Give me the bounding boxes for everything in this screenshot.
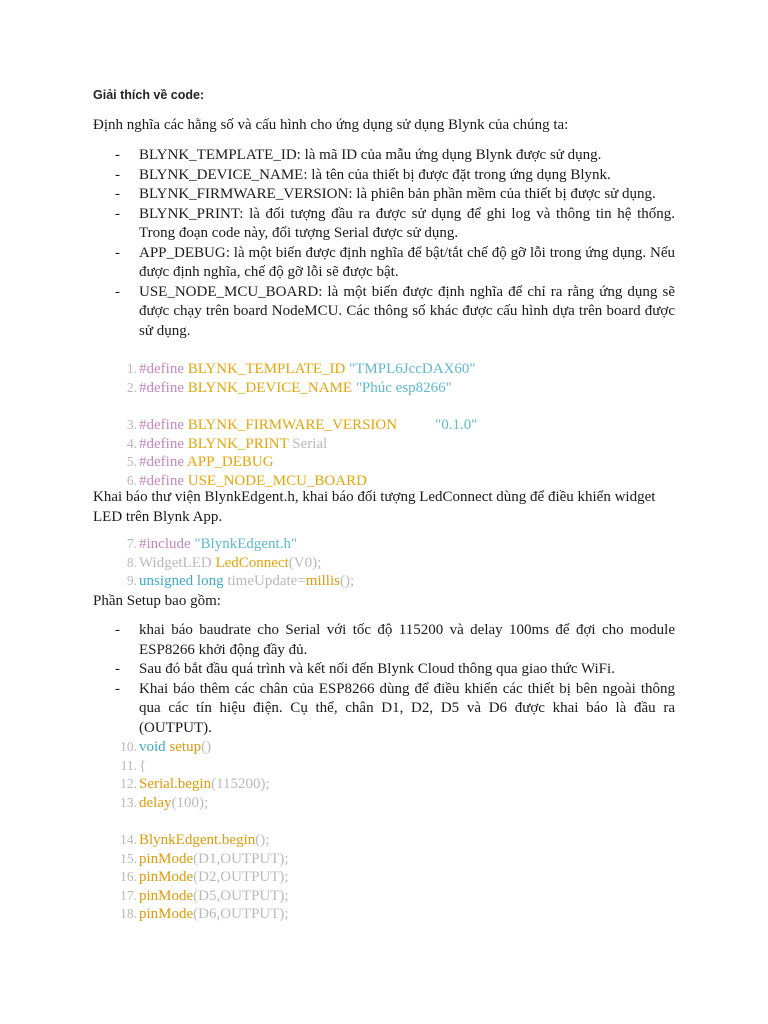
code-args: (); <box>255 832 270 848</box>
line-number: 10. <box>120 739 137 754</box>
code-function: setup <box>165 739 202 755</box>
line-number: 8. <box>126 554 137 570</box>
define-description: : là một biến được định nghĩa để bật/tắt chế độ gỡ lỗi trong ứng dụng. Nếu được định nghĩa, chế độ gỡ lỗi sẽ được bật. <box>139 244 675 280</box>
list-item <box>93 205 675 244</box>
code-line <box>93 794 693 813</box>
code-function: delay <box>139 794 172 811</box>
code-line <box>93 850 693 869</box>
code-keyword: #define <box>139 454 184 470</box>
code-function: pinMode <box>139 906 194 922</box>
code-keyword: #include <box>139 536 191 552</box>
code-identifier: timeUpdate= <box>223 573 306 589</box>
list-dash: - <box>115 244 120 261</box>
line-number: 6. <box>126 472 137 488</box>
code-function: pinMode <box>139 869 194 885</box>
list-dash: - <box>115 661 120 677</box>
line-number: 16. <box>120 869 137 884</box>
code-args: (V0); <box>288 554 322 571</box>
list-item <box>93 283 675 342</box>
define-key: APP_DEBUG <box>139 244 226 261</box>
code-object: Serial. <box>139 776 178 792</box>
code-function: begin <box>221 832 256 848</box>
line-number: 3. <box>126 417 137 432</box>
code-line <box>93 360 693 379</box>
code-function: millis <box>305 573 340 589</box>
intro-paragraph: Định nghĩa các hằng số và cấu hình cho ứng dụng sử dụng Blynk của chúng ta: <box>93 117 569 133</box>
code-identifier: LedConnect <box>215 554 289 571</box>
line-number: 15. <box>120 850 137 866</box>
code-keyword: #define <box>139 417 184 433</box>
line-number: 14. <box>120 832 137 847</box>
code-block-defines <box>93 360 693 490</box>
list-dash: - <box>115 186 120 202</box>
code-line <box>93 757 693 776</box>
define-key: BLYNK_FIRMWARE_VERSION <box>139 186 349 202</box>
code-args: (D6,OUTPUT); <box>193 906 289 922</box>
list-item <box>93 166 675 186</box>
define-key: BLYNK_DEVICE_NAME <box>139 166 304 183</box>
list-dash: - <box>115 283 120 300</box>
define-description: : là tên của thiết bị được đặt trong ứng dụng Blynk. <box>303 166 611 183</box>
define-key: BLYNK_TEMPLATE_ID <box>139 147 297 163</box>
list-item-text: khai báo baudrate cho Serial với tốc độ 115200 và delay 100ms để đợi cho module ESP8266 khởi động đầy đủ. <box>139 622 675 658</box>
code-line <box>93 554 693 573</box>
code-line <box>93 379 693 398</box>
list-item-text: Khai báo thêm các chân của ESP8266 dùng để điều khiển các thiết bị bên ngoài thông qua các tín hiệu điện. Cụ thể, chân D1, D2, D5 và D6 được khai báo là đầu ra (OUTPUT). <box>139 680 675 736</box>
define-description: : là phiên bản phần mềm của thiết bị được sử dụng. <box>348 186 656 202</box>
code-block-setup <box>93 738 693 924</box>
code-args: (D5,OUTPUT); <box>193 887 289 904</box>
code-line <box>93 535 693 554</box>
code-object: BlynkEdgent. <box>139 832 222 848</box>
code-keyword: #define <box>139 472 184 489</box>
line-number: 4. <box>126 435 137 451</box>
code-line <box>93 435 693 454</box>
code-identifier: BLYNK_PRINT <box>183 435 293 452</box>
define-key: USE_NODE_MCU_BOARD <box>139 283 319 300</box>
list-item <box>93 621 675 660</box>
code-line <box>93 572 693 591</box>
code-args: (D1,OUTPUT); <box>193 850 289 867</box>
list-dash: - <box>115 622 120 638</box>
line-number: 9. <box>126 573 137 588</box>
line-number: 12. <box>120 776 137 791</box>
define-description: : là mã ID của mẫu ứng dụng Blynk được sử dụng. <box>296 147 602 163</box>
list-item-text: Sau đó bắt đầu quá trình và kết nối đến Blynk Cloud thông qua giao thức WiFi. <box>139 661 615 677</box>
code-line <box>93 775 693 794</box>
list-dash: - <box>115 680 120 697</box>
code-args: (); <box>339 573 355 589</box>
code-function: pinMode <box>139 887 194 904</box>
list-item <box>93 185 675 205</box>
line-number: 1. <box>126 361 137 376</box>
code-args: (115200); <box>211 776 270 792</box>
line-number: 7. <box>126 536 137 551</box>
list-dash: - <box>115 205 120 222</box>
code-string: "TMPL6JccDAX60" <box>349 361 476 377</box>
code-line <box>93 831 693 850</box>
line-number: 18. <box>120 906 137 921</box>
section-heading: Giải thích về code: <box>93 88 205 102</box>
code-keyword: #define <box>139 435 184 452</box>
define-key: BLYNK_PRINT <box>139 205 240 222</box>
code-args: () <box>201 739 212 755</box>
list-item <box>93 660 675 680</box>
line-number: 13. <box>120 794 137 810</box>
setup-heading: Phần Setup bao gồm: <box>93 593 221 609</box>
code-type: WidgetLED <box>139 554 216 571</box>
code-line <box>93 416 693 435</box>
list-dash: - <box>115 147 120 163</box>
code-value: Serial <box>292 435 328 452</box>
list-dash: - <box>115 166 120 183</box>
list-item <box>93 146 675 166</box>
line-number: 11. <box>120 757 137 773</box>
line-number: 2. <box>126 379 137 395</box>
line-number: 5. <box>126 454 137 469</box>
code-string: "Phúc esp8266" <box>355 379 452 396</box>
code-keyword: unsigned long <box>139 573 224 589</box>
code-line <box>93 453 693 472</box>
list-item <box>93 244 675 283</box>
defines-explanation-list <box>93 146 675 341</box>
code-line <box>93 738 693 757</box>
code-line <box>93 887 693 906</box>
code-string: "0.1.0" <box>435 417 478 433</box>
code-identifier: BLYNK_FIRMWARE_VERSION <box>183 417 398 433</box>
code-identifier: USE_NODE_MCU_BOARD <box>183 472 367 489</box>
code-identifier: APP_DEBUG <box>183 454 274 470</box>
list-item <box>93 680 675 739</box>
code-block-includes <box>93 535 693 591</box>
line-number: 17. <box>120 887 137 903</box>
code-keyword: #define <box>139 379 184 396</box>
code-function: begin <box>177 776 212 792</box>
code-args: (100); <box>171 794 209 811</box>
define-description: : là đối tượng đầu ra được sử dụng để ghi log và thông tin hệ thống. Trong đoạn code này, đối tượng Serial được sử dụng. <box>139 205 675 241</box>
setup-explanation-list <box>93 621 675 738</box>
code-blank-line <box>93 397 693 416</box>
code-identifier: BLYNK_DEVICE_NAME <box>183 379 356 396</box>
library-paragraph: Khai báo thư viện BlynkEdgent.h, khai báo đối tượng LedConnect dùng để điều khiển widget LED trên Blynk App. <box>93 489 656 525</box>
code-keyword: #define <box>139 361 184 377</box>
code-line <box>93 868 693 887</box>
code-args: (D2,OUTPUT); <box>193 869 289 885</box>
code-line <box>93 905 693 924</box>
code-blank-line <box>93 812 693 831</box>
code-identifier: BLYNK_TEMPLATE_ID <box>183 361 350 377</box>
code-brace: { <box>139 757 147 774</box>
code-keyword: void <box>139 739 166 755</box>
code-function: pinMode <box>139 850 194 867</box>
code-string: "BlynkEdgent.h" <box>190 536 298 552</box>
define-description: : là một biến được định nghĩa để chỉ ra rằng ứng dụng sẽ được chạy trên board NodeMCU. Các thông số khác được cấu hình dựa trên board được sử dụng. <box>139 283 675 339</box>
